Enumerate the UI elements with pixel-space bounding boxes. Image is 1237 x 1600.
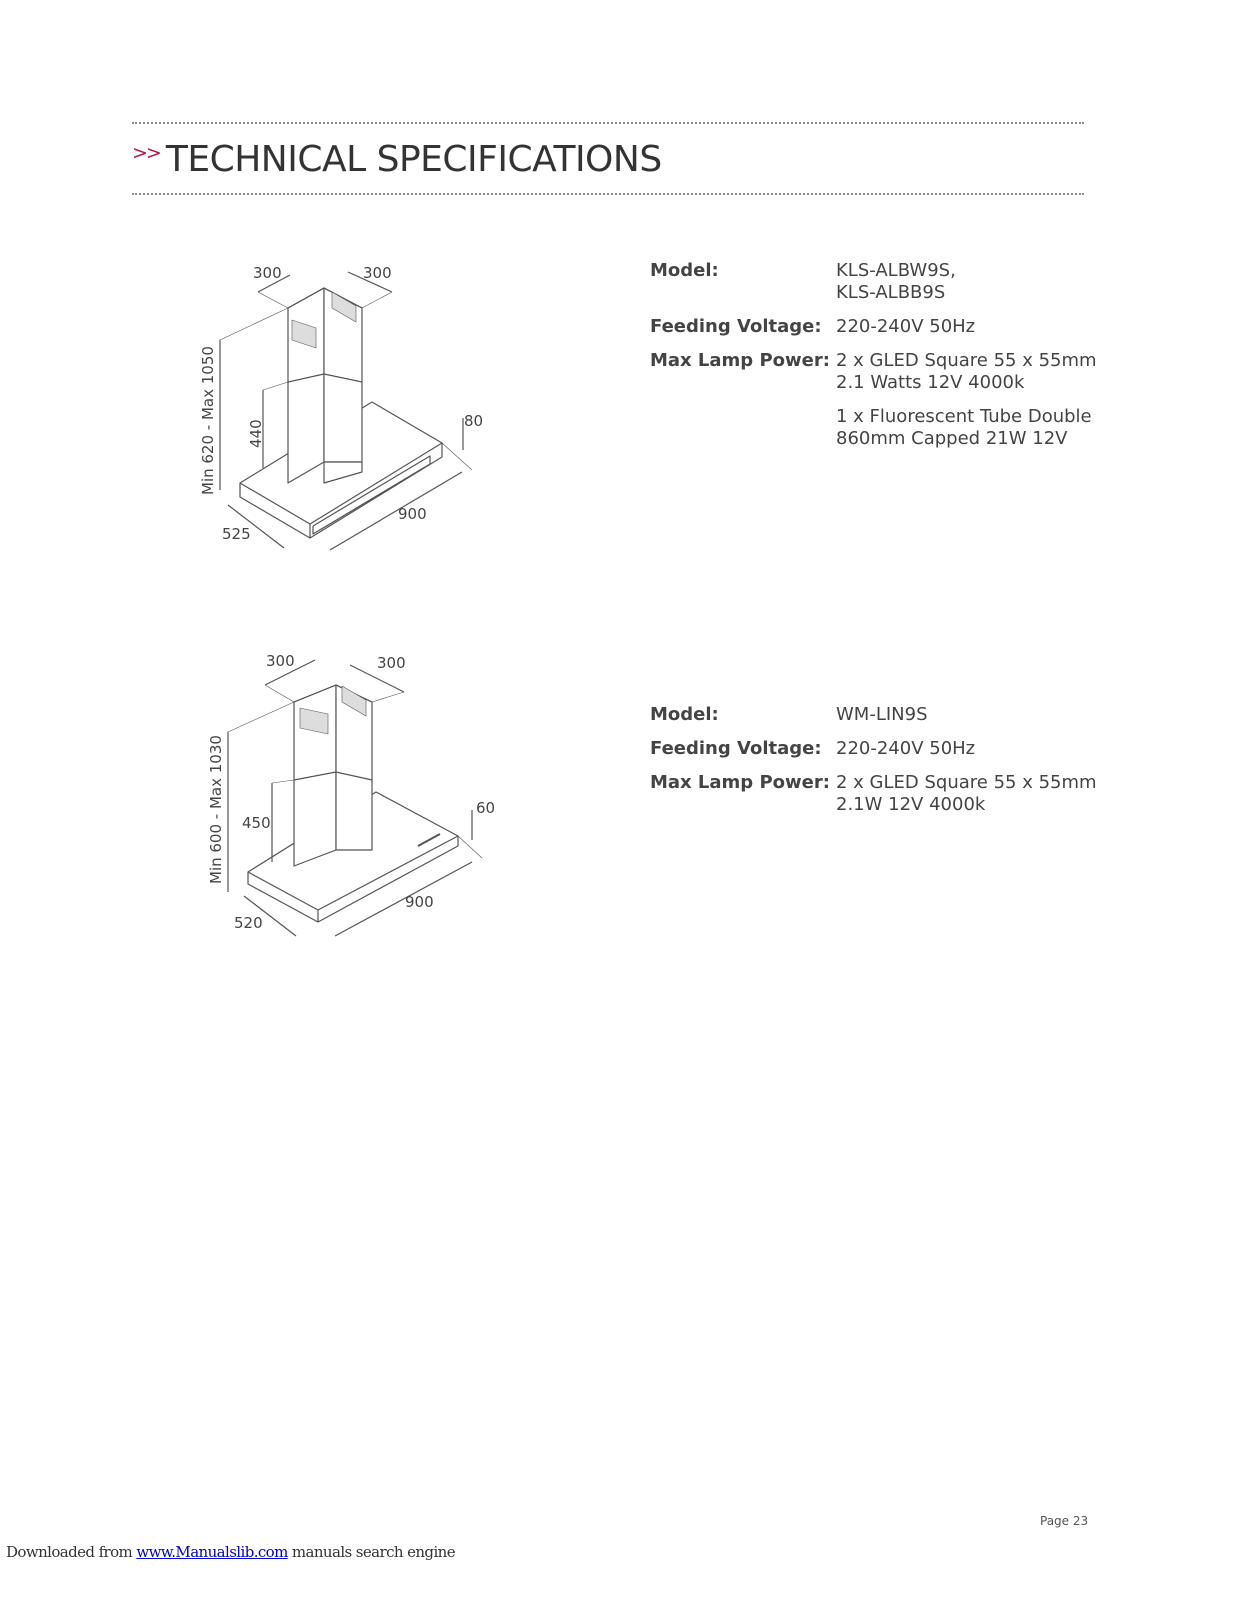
dim-duct-depth-2: 300 (266, 652, 295, 670)
spec-row-lamp (650, 350, 1110, 450)
top-dotted-rule (132, 122, 1084, 124)
spec-label: Max Lamp Power: (650, 772, 830, 793)
model-line: KLS-ALBW9S, (836, 260, 956, 281)
spec-block-2 (650, 704, 1110, 828)
dim-duct-lower-1: 440 (247, 419, 265, 448)
spec-label: Model: (650, 704, 719, 725)
section-heading (132, 138, 662, 186)
lamp-line: 860mm Capped 21W 12V (836, 428, 1068, 449)
spec-row-voltage (650, 738, 1110, 760)
page-number: Page 23 (1040, 1514, 1089, 1528)
spec-row-voltage (650, 316, 1110, 338)
lamp-line: 2 x GLED Square 55 x 55mm (836, 772, 1097, 793)
spec-value (836, 260, 1110, 304)
dim-duct-depth-1: 300 (253, 264, 282, 282)
page-title: TECHNICAL SPECIFICATIONS (165, 139, 662, 180)
spec-value (836, 350, 1110, 450)
dim-duct-lower-2: 450 (242, 814, 271, 832)
spec-value: 220-240V 50Hz (836, 738, 976, 759)
hood-diagram-1 (180, 250, 500, 570)
dim-height-range-2: Min 600 - Max 1030 (207, 735, 225, 884)
dim-canopy-thickness-2: 60 (476, 799, 496, 817)
spec-value: WM-LIN9S (836, 704, 928, 725)
dim-width-1: 900 (398, 505, 427, 523)
spec-label: Feeding Voltage: (650, 316, 822, 337)
model-line: KLS-ALBB9S (836, 282, 946, 303)
footer-prefix: Downloaded from (6, 1543, 137, 1561)
footer-suffix: manuals search engine (287, 1543, 455, 1561)
spec-value (836, 772, 1110, 816)
spec-block-1 (650, 260, 1110, 462)
lamp-line: 2 x GLED Square 55 x 55mm (836, 350, 1097, 371)
spec-row-lamp (650, 772, 1110, 816)
bottom-dotted-rule (132, 193, 1084, 195)
lamp-line: 2.1 Watts 12V 4000k (836, 372, 1025, 393)
dim-width-2: 900 (405, 893, 434, 911)
manualslib-link[interactable]: www.Manualslib.com (136, 1543, 288, 1561)
dim-depth-1: 525 (222, 525, 251, 543)
lamp-line: 1 x Fluorescent Tube Double (836, 406, 1092, 427)
spec-label: Feeding Voltage: (650, 738, 822, 759)
download-footer (6, 1543, 455, 1561)
lamp-line: 2.1W 12V 4000k (836, 794, 986, 815)
spec-row-model (650, 260, 1110, 304)
spec-row-model (650, 704, 1110, 726)
hood-diagram-2 (190, 640, 510, 960)
dim-duct-width-2: 300 (377, 654, 406, 672)
spec-value: 220-240V 50Hz (836, 316, 976, 337)
dim-canopy-thickness-1: 80 (464, 412, 484, 430)
spec-label: Model: (650, 260, 719, 281)
chevron-icon: >> (132, 142, 160, 164)
dim-height-range-1: Min 620 - Max 1050 (199, 346, 217, 495)
dim-duct-width-1: 300 (363, 264, 392, 282)
dim-depth-2: 520 (234, 914, 263, 932)
spec-label: Max Lamp Power: (650, 350, 830, 371)
